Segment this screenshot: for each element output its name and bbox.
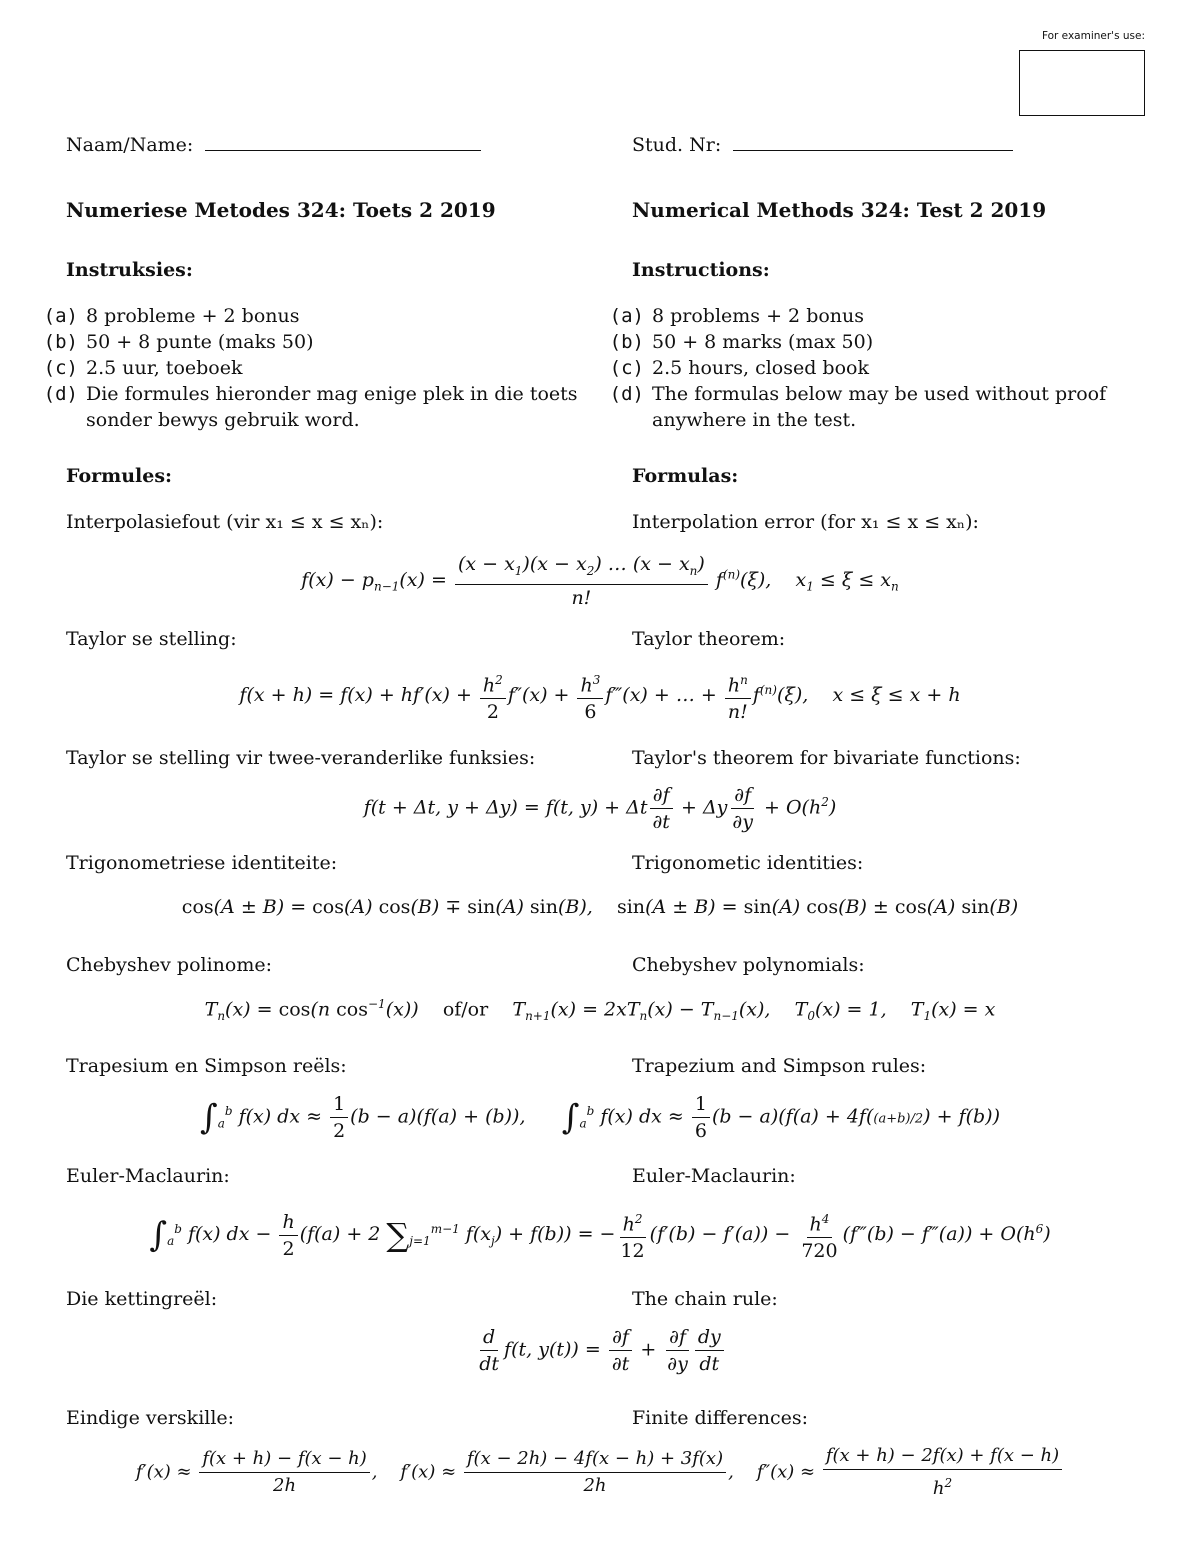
item-label: (b) — [43, 331, 78, 353]
item-text: 8 probleme + 2 bonus — [86, 305, 300, 327]
item-text: 50 + 8 marks (max 50) — [652, 331, 874, 353]
item-text: The formulas below may be used without proof anywhere in the test. — [652, 383, 1107, 431]
title-af: Numeriese Metodes 324: Toets 2 2019 — [66, 198, 496, 222]
item-label: (a) — [43, 305, 78, 327]
list-item — [28, 329, 588, 355]
euler-maclaurin-formula: $\int_a^b$ f(x) dx − $\frac{h}{2}$ (f(a) + 2 $\sum_{j=1}^{m-1}$ $f(x_j) + f(b)$) = − $\frac{h^2}{12}$ (f′(b) − f′(a)) − $\frac{h^4}{720}$ (f‴(b) − f‴(a)) + $O(h^6)$ — [0, 1207, 1200, 1263]
instructions-list-en — [594, 303, 1146, 433]
student-number-field[interactable] — [733, 132, 1013, 151]
section-label-en: Finite differences: — [632, 1407, 809, 1429]
trig-identities-formula: cos(A ± B) = cos(A) cos(B) ∓ sin(A) sin(B), sin(A ± B) = sin(A) cos(B) ± cos(A) sin(B) — [181, 896, 1019, 918]
list-item — [594, 355, 1146, 381]
item-text: 2.5 uur, toeboek — [86, 357, 243, 379]
section-label-af: Taylor se stelling vir twee-veranderlike funksies: — [66, 747, 536, 769]
section-label-en: Taylor's theorem for bivariate functions: — [632, 747, 1021, 769]
examiner-score-box[interactable] — [1019, 50, 1145, 116]
examiner-label: For examiner's use: — [1041, 30, 1145, 42]
chebyshev-connector: of/or — [442, 998, 489, 1021]
instructions-heading-af: Instruksies: — [66, 259, 193, 281]
section-label-en: The chain rule: — [632, 1288, 778, 1310]
instructions-heading-en: Instructions: — [632, 259, 770, 281]
item-label: (c) — [43, 357, 78, 379]
section-label-en: Interpolation error (for x₁ ≤ x ≤ xₙ): — [632, 511, 979, 533]
list-item — [594, 303, 1146, 329]
section-label-af: Trigonometriese identiteite: — [66, 852, 338, 874]
item-label: (d) — [43, 383, 78, 405]
formulas-heading-af: Formules: — [66, 465, 173, 487]
section-label-af: Eindige verskille: — [66, 1407, 235, 1429]
instructions-list-af — [28, 303, 588, 433]
section-label-af: Euler-Maclaurin: — [66, 1165, 230, 1187]
item-text: Die formules hieronder mag enige plek in die toets sonder bewys gebruik word. — [86, 383, 578, 431]
name-field[interactable] — [205, 132, 481, 151]
section-label-af: Chebyshev polinome: — [66, 954, 273, 976]
list-item — [28, 381, 588, 433]
title-en: Numerical Methods 324: Test 2 2019 — [632, 198, 1047, 222]
item-label: (c) — [609, 357, 644, 379]
item-label: (a) — [609, 305, 644, 327]
list-item — [594, 329, 1146, 355]
student-number-label: Stud. Nr: — [632, 134, 722, 156]
section-label-en: Euler-Maclaurin: — [632, 1165, 796, 1187]
section-label-af: Interpolasiefout (vir x₁ ≤ x ≤ xₙ): — [66, 511, 384, 533]
taylor-formula: f(x + h) = f(x) + hf′(x) + $\frac{h^2}{2}$ f″(x) + $\frac{h^3}{6}$ f‴(x) + … + $\frac{h^n}{n!}$ $f^{(n)}(\xi)$, x ≤ ξ ≤ x + h — [0, 668, 1200, 724]
chain-rule-formula: $\frac{d}{dt}$ f(t, y(t)) = $\frac{\partial f}{\partial t}$ + $\frac{\partial f}{\partial y}$ $\frac{dy}{dt}$ — [0, 1325, 1200, 1376]
section-label-en: Trapezium and Simpson rules: — [632, 1055, 927, 1077]
item-text: 2.5 hours, closed book — [652, 357, 869, 379]
interpolation-error-formula: $f(x) - p_{n-1}(x)$ = $\frac{(x - x_1)(x - x_2) \dots (x - x_n)}{n!}$ $f^{(n)}(\xi)$, $x_1 \le \xi \le x_n$ — [301, 553, 899, 609]
item-label: (d) — [609, 383, 644, 405]
finite-differences-formula: f′(x) ≈ $\frac{f(x + h) - f(x - h)}{2h}$ , f′(x) ≈ $\frac{f(x - 2h) - 4f(x - h) + 3f(x)}{2h}$ , f″(x) ≈ $\frac{f(x + h) - 2f(x) + f(x - h)}{h^2}$ — [0, 1444, 1200, 1501]
list-item — [594, 381, 1146, 433]
section-label-en: Chebyshev polynomials: — [632, 954, 865, 976]
item-label: (b) — [609, 331, 644, 353]
section-label-af: Taylor se stelling: — [66, 628, 237, 650]
section-label-en: Trigonometic identities: — [632, 852, 864, 874]
formulas-heading-en: Formulas: — [632, 465, 739, 487]
bivariate-taylor-formula: f(t + Δt, y + Δy) = f(t, y) + Δt $\frac{\partial f}{\partial t}$ + Δy $\frac{\partial f}{\partial y}$ + $O(h^2)$ — [363, 784, 837, 833]
name-label: Naam/Name: — [66, 134, 194, 156]
chebyshev-formula: $T_n(x) = \cos(n$ $\cos^{-1}(x)$) of/or $T_{n+1}(x) = 2xT_n(x) - T_{n-1}(x)$, $T_0(x) = 1$, $T_1(x) = x$ — [204, 997, 996, 1024]
list-item — [28, 303, 588, 329]
section-label-af: Trapesium en Simpson reëls: — [66, 1055, 347, 1077]
student-number-row — [632, 132, 1013, 156]
list-item — [28, 355, 588, 381]
trapezium-simpson-formula: $\int_a^b$ f(x) dx ≈ $\frac{1}{2}$ (b − a)(f(a) + (b)), $\int_a^b$ f(x) dx ≈ $\frac{1}{6}$ (b − a)(f(a) + 4f((a+b)/2) + f(b)) — [199, 1093, 1001, 1142]
section-label-af: Die kettingreël: — [66, 1288, 218, 1310]
item-text: 50 + 8 punte (maks 50) — [86, 331, 314, 353]
section-label-en: Taylor theorem: — [632, 628, 786, 650]
name-field-row — [66, 132, 481, 156]
item-text: 8 problems + 2 bonus — [652, 305, 865, 327]
